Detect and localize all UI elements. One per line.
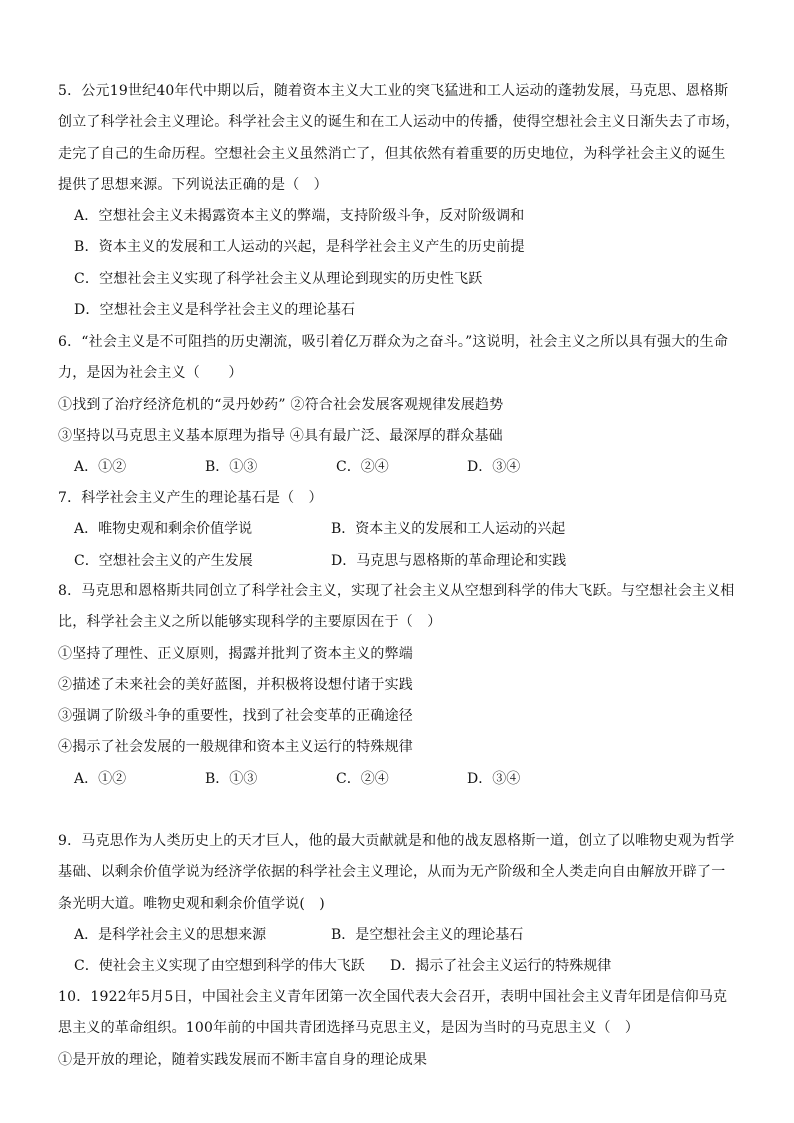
question-9-options-row-1 [58, 920, 738, 951]
question-8-stem-line: 比，科学社会主义之所以能够实现科学的主要原因在于（ ） [58, 614, 442, 631]
question-6-stem-line: 力，是因为社会主义（ ） [58, 365, 243, 382]
question-6-option-a: A．①② [74, 459, 127, 476]
question-6-statement-line: ①找到了治疗经济危机的“灵丹妙药” ②符合社会发展客观规律发展趋势 [58, 396, 504, 413]
question-8-option-b: B．①③ [205, 770, 258, 787]
question-5-stem-line: 提供了思想来源。下列说法正确的是（ ） [58, 176, 328, 193]
question-8-statement-line: ②描述了未来社会的美好蓝图，并积极将设想付诸于实践 [58, 676, 413, 693]
question-7-option-d: D．马克思与恩格斯的革命理论和实践 [331, 552, 567, 569]
question-8-option-c: C．②④ [336, 770, 389, 787]
question-5-option-d: D．空想社会主义是科学社会主义的理论基石 [74, 302, 356, 319]
question-9-option-b: B．是空想社会主义的理论基石 [331, 926, 524, 943]
question-6-option-b: B．①③ [205, 459, 258, 476]
question-7-stem-line: 7．科学社会主义产生的理论基石是（ ） [58, 490, 323, 506]
question-5-stem-line: 5．公元19世纪40年代中期以后，随着资本主义大工业的突飞猛进和工人运动的蓬勃发展，马克思、恩格斯 [58, 83, 729, 99]
question-9-option-a: A．是科学社会主义的思想来源 [74, 926, 267, 943]
question-9-option-c: C．使社会主义实现了由空想到科学的伟大飞跃 [74, 958, 365, 975]
question-9-stem-line: 基础、以剩余价值学说为经济学依据的科学社会主义理论，从而为无产阶级和全人类走向自由解放开辟了一 [58, 864, 726, 881]
question-8-options [58, 764, 738, 795]
question-5-stem-line: 走完了自己的生命历程。空想社会主义虽然消亡了，但其依然有着重要的历史地位，为科学社会主义的诞生 [58, 145, 726, 162]
question-7-option-b: B．资本主义的发展和工人运动的兴起 [331, 521, 566, 538]
question-5-stem-line: 创立了科学社会主义理论。科学社会主义的诞生和在工人运动中的传播，使得空想社会主义日渐失去了市场， [58, 114, 740, 131]
question-10-stem-line: 思主义的革命组织。100年前的中国共青团选择马克思主义，是因为当时的马克思主义（ ） [58, 1020, 640, 1037]
question-7-options-row-2 [58, 546, 738, 577]
question-6-statement-line: ③坚持以马克思主义基本原理为指导 ④具有最广泛、最深厚的群众基础 [58, 427, 503, 444]
question-6-option-d: D．③④ [467, 459, 521, 476]
question-9-stem-line: 9．马克思作为人类历史上的天才巨人，他的最大贡献就是和他的战友恩格斯一道，创立了以唯物史观为哲学 [58, 833, 735, 849]
question-5 [58, 76, 738, 326]
question-8-statement-line: ①坚持了理性、正义原则，揭露并批判了资本主义的弊端 [58, 645, 413, 662]
question-9 [58, 826, 738, 982]
question-5-option-a: A．空想社会主义未揭露资本主义的弊端，支持阶级斗争，反对阶级调和 [74, 208, 525, 225]
question-10 [58, 982, 738, 1076]
question-6-option-c: C．②④ [336, 459, 389, 476]
question-7 [58, 483, 738, 577]
question-8-option-a: A．①② [74, 770, 127, 787]
question-8 [58, 576, 738, 795]
question-7-option-c: C．空想社会主义的产生发展 [74, 552, 253, 569]
question-9-option-d: D．揭示了社会主义运行的特殊规律 [390, 958, 612, 975]
question-8-stem-line: 8．马克思和恩格斯共同创立了科学社会主义，实现了社会主义从空想到科学的伟大飞跃。与空想社会主义相 [58, 583, 735, 599]
question-10-statement-line: ①是开放的理论，随着实践发展而不断丰富自身的理论成果 [58, 1051, 428, 1068]
question-5-option-c: C．空想社会主义实现了科学社会主义从理论到现实的历史性飞跃 [74, 270, 483, 287]
question-8-statement-line: ④揭示了社会发展的一般规律和资本主义运行的特殊规律 [58, 739, 413, 756]
question-7-option-a: A．唯物史观和剩余价值学说 [74, 521, 253, 538]
question-9-stem-line: 条光明大道。唯物史观和剩余价值学说( ) [58, 895, 325, 912]
question-6 [58, 327, 738, 483]
question-6-options [58, 452, 738, 483]
question-8-option-d: D．③④ [467, 770, 521, 787]
question-10-stem-line: 10．1922年5月5日，中国社会主义青年团第一次全国代表大会召开，表明中国社会主义青年团是信仰马克 [58, 989, 728, 1005]
question-9-options-row-2 [58, 951, 738, 982]
question-6-stem-line: 6．“社会主义是不可阻挡的历史潮流，吸引着亿万群众为之奋斗。”这说明，社会主义之所以具有强大的生命 [58, 334, 729, 350]
question-7-options-row-1 [58, 514, 738, 545]
question-8-statement-line: ③强调了阶级斗争的重要性，找到了社会变革的正确途径 [58, 708, 413, 725]
question-5-option-b: B．资本主义的发展和工人运动的兴起，是科学社会主义产生的历史前提 [74, 239, 525, 256]
